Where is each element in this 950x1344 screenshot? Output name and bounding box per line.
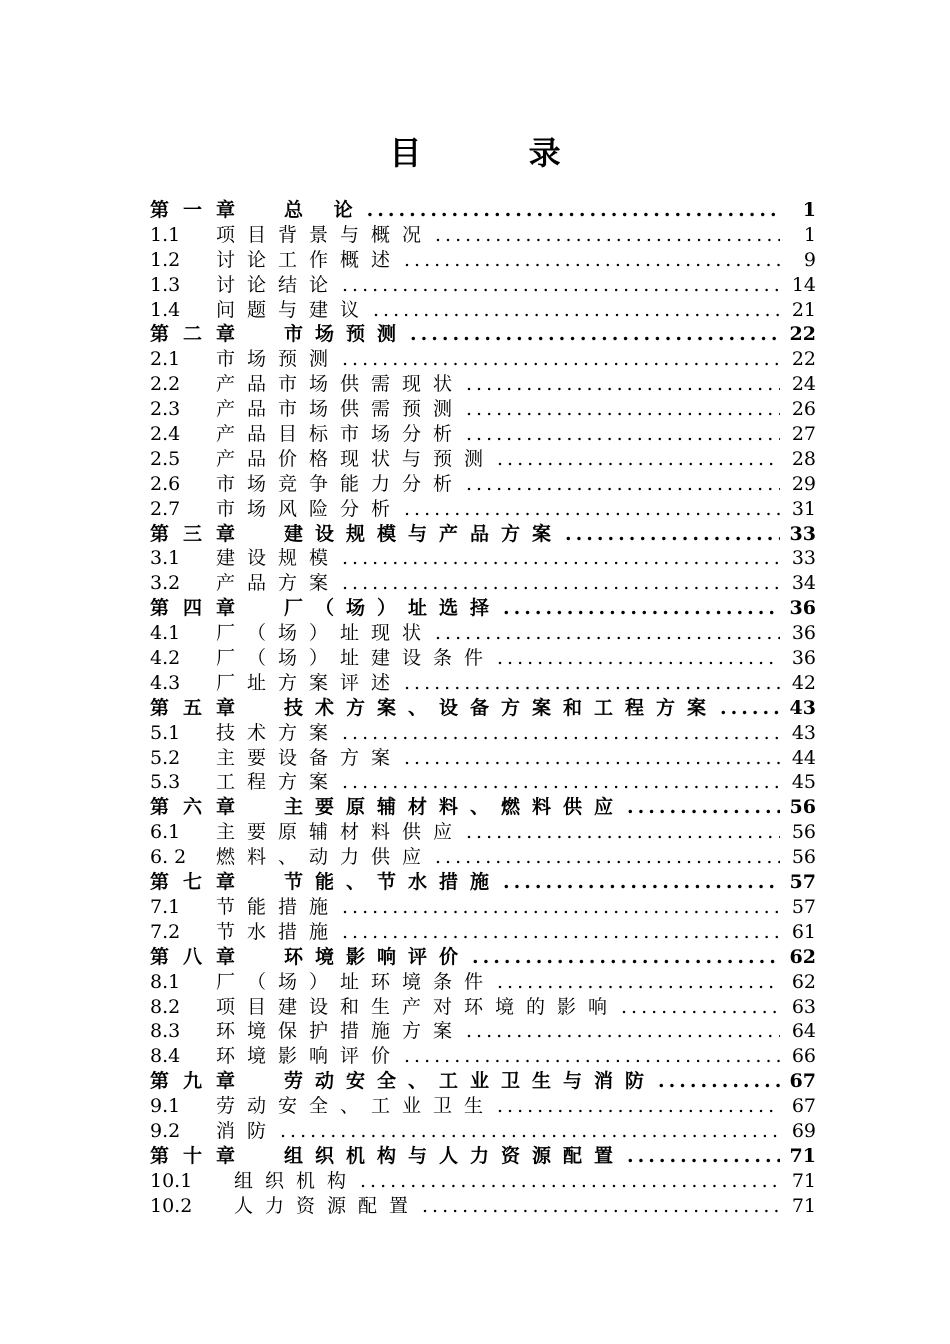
toc-entry-page-number: 26: [791, 398, 816, 421]
toc-entry-title: 总 论: [284, 199, 365, 221]
toc-entry-title: 节能、节水措施: [284, 871, 502, 894]
toc-section-entry[interactable]: [150, 1044, 816, 1069]
toc-entry-number: 2.4: [150, 423, 181, 446]
toc-entry-title: 燃料、动力供应: [216, 846, 434, 869]
toc-entry-page-number: 36: [791, 622, 816, 645]
toc-entry-page-number: 67: [789, 1070, 816, 1093]
toc-entry-number: 4.1: [150, 622, 181, 645]
toc-section-entry[interactable]: [150, 497, 816, 522]
toc-dot-leader: [404, 497, 780, 522]
toc-dot-leader: [466, 422, 780, 447]
toc-section-entry[interactable]: [150, 1194, 816, 1219]
toc-entry-title: 建设规模: [216, 547, 341, 570]
toc-chapter-entry[interactable]: [150, 696, 816, 721]
toc-entry-title: 讨论结论: [216, 273, 341, 296]
toc-entry-number: 3.1: [150, 547, 181, 570]
toc-entry-number: 第八章: [150, 945, 250, 968]
toc-entry-title: 项目建设和生产对环境的影响: [216, 995, 620, 1018]
toc-section-entry[interactable]: [150, 770, 816, 795]
toc-chapter-entry[interactable]: [150, 945, 816, 970]
toc-dot-leader: [404, 671, 780, 696]
toc-entry-page-number: 24: [791, 373, 816, 396]
toc-entry-number: 6. 2: [150, 846, 187, 869]
toc-section-entry[interactable]: [150, 746, 816, 771]
toc-entry-number: 1.2: [150, 248, 181, 271]
toc-dot-leader: [410, 322, 780, 347]
toc-entry-title: 产品目标市场分析: [216, 423, 465, 446]
toc-entry-page-number: 1: [802, 199, 816, 221]
toc-entry-title: 技术方案: [216, 721, 341, 744]
toc-entry-page-number: 42: [791, 671, 816, 694]
toc-dot-leader: [342, 895, 780, 920]
toc-entry-page-number: 56: [791, 821, 816, 844]
toc-dot-leader: [342, 546, 780, 571]
toc-entry-title: 环境影响评价: [284, 945, 471, 968]
toc-entry-number: 9.2: [150, 1119, 181, 1142]
toc-entry-page-number: 29: [791, 472, 816, 495]
toc-dot-leader: [342, 347, 780, 372]
toc-entry-number: 8.3: [150, 1020, 181, 1043]
toc-entry-title: 产品市场供需现状: [216, 373, 465, 396]
toc-dot-leader: [435, 621, 780, 646]
toc-entry-page-number: 57: [789, 871, 816, 894]
toc-entry-title: 主要原辅材料、燃料供应: [284, 796, 626, 819]
toc-entry-page-number: 62: [789, 945, 816, 968]
toc-entry-page-number: 27: [791, 423, 816, 446]
toc-section-entry[interactable]: [150, 1119, 816, 1144]
toc-entry-page-number: 43: [789, 696, 816, 719]
toc-entry-title: 问题与建议: [216, 298, 372, 321]
toc-dot-leader: [360, 1169, 780, 1194]
toc-entry-number: 2.7: [150, 497, 181, 520]
toc-entry-number: 第十章: [150, 1144, 250, 1167]
toc-dot-leader: [466, 397, 780, 422]
toc-section-entry[interactable]: [150, 1019, 816, 1044]
toc-section-entry[interactable]: [150, 223, 816, 248]
toc-entry-page-number: 66: [791, 1045, 816, 1068]
toc-entry-title: 劳动安全、工业卫生: [216, 1095, 496, 1118]
toc-entry-title: 消防: [216, 1119, 279, 1142]
toc-section-entry[interactable]: [150, 347, 816, 372]
toc-entry-number: 第七章: [150, 871, 250, 894]
toc-entry-title: 组织机构: [234, 1169, 359, 1192]
toc-entry-title: 劳动安全、工业卫生与消防: [284, 1070, 657, 1093]
page-title: 目 录: [389, 134, 609, 172]
toc-entry-title: 技术方案、设备方案和工程方案: [284, 696, 719, 719]
toc-entry-number: 8.2: [150, 995, 181, 1018]
toc-entry-page-number: 36: [791, 647, 816, 670]
toc-dot-leader: [466, 820, 780, 845]
toc-entry-title: 环境保护措施方案: [216, 1020, 465, 1043]
toc-entry-number: 第五章: [150, 696, 250, 719]
toc-section-entry[interactable]: [150, 920, 816, 945]
toc-dot-leader: [720, 696, 780, 721]
toc-entry-number: 5.2: [150, 746, 181, 769]
toc-dot-leader: [435, 845, 780, 870]
toc-section-entry[interactable]: [150, 621, 816, 646]
toc-entry-page-number: 21: [791, 298, 816, 321]
toc-entry-number: 第三章: [150, 522, 250, 545]
toc-dot-leader: [658, 1069, 780, 1094]
toc-dot-leader: [342, 571, 780, 596]
toc-dot-leader: [404, 746, 780, 771]
toc-chapter-entry[interactable]: [150, 795, 816, 820]
toc-entry-title: 节水措施: [216, 920, 341, 943]
toc-section-entry[interactable]: [150, 721, 816, 746]
toc-dot-leader: [342, 770, 780, 795]
toc-entry-page-number: 56: [789, 796, 816, 819]
toc-entry-title: 组织机构与人力资源配置: [284, 1144, 626, 1167]
toc-entry-number: 4.2: [150, 647, 181, 670]
toc-entry-title: 市场竞争能力分析: [216, 472, 465, 495]
toc-entry-title: 厂（场）址环境条件: [216, 970, 496, 993]
toc-dot-leader: [466, 372, 780, 397]
toc-section-entry[interactable]: [150, 248, 816, 273]
toc-entry-number: 2.3: [150, 398, 181, 421]
toc-entry-number: 2.5: [150, 447, 181, 470]
toc-dot-leader: [280, 1119, 780, 1144]
toc-entry-page-number: 61: [791, 920, 816, 943]
toc-entry-page-number: 9: [803, 248, 816, 271]
toc-section-entry[interactable]: [150, 546, 816, 571]
toc-entry-page-number: 57: [791, 895, 816, 918]
toc-section-entry[interactable]: [150, 1169, 816, 1194]
toc-section-entry[interactable]: [150, 970, 816, 995]
toc-entry-page-number: 31: [791, 497, 816, 520]
toc-dot-leader: [503, 870, 780, 895]
toc-entry-number: 5.1: [150, 721, 181, 744]
toc-dot-leader: [466, 1019, 780, 1044]
toc-entry-title: 产品方案: [216, 572, 341, 595]
toc-entry-page-number: 67: [791, 1095, 816, 1118]
toc-entry-page-number: 28: [791, 447, 816, 470]
toc-entry-title: 节能措施: [216, 895, 341, 918]
toc-section-entry[interactable]: [150, 422, 816, 447]
toc-section-entry[interactable]: [150, 646, 816, 671]
toc-dot-leader: [373, 298, 780, 323]
toc-entry-number: 7.1: [150, 895, 181, 918]
toc-section-entry[interactable]: [150, 372, 816, 397]
toc-dot-leader: [367, 198, 780, 223]
toc-section-entry[interactable]: [150, 671, 816, 696]
toc-dot-leader: [435, 223, 780, 248]
toc-entry-number: 第四章: [150, 597, 250, 620]
toc-chapter-entry[interactable]: [150, 198, 816, 223]
toc-dot-leader: [503, 596, 780, 621]
toc-entry-number: 第二章: [150, 323, 250, 346]
toc-entry-number: 8.4: [150, 1045, 181, 1068]
toc-entry-title: 人力资源配置: [234, 1194, 421, 1217]
toc-entry-title: 项目背景与概况: [216, 223, 434, 246]
toc-entry-page-number: 34: [791, 572, 816, 595]
toc-entry-number: 1.4: [150, 298, 181, 321]
toc-dot-leader: [404, 248, 780, 273]
toc-entry-title: 产品市场供需预测: [216, 398, 465, 421]
toc-section-entry[interactable]: [150, 995, 816, 1020]
toc-entry-page-number: 22: [791, 348, 816, 371]
toc-section-entry[interactable]: [150, 447, 816, 472]
toc-entry-number: 1.1: [150, 223, 181, 246]
toc-entry-number: 4.3: [150, 671, 181, 694]
toc-entry-title: 厂址方案评述: [216, 671, 403, 694]
toc-section-entry[interactable]: [150, 845, 816, 870]
toc-entry-title: 市场预测: [216, 348, 341, 371]
toc-entry-page-number: 64: [791, 1020, 816, 1043]
toc-chapter-entry[interactable]: [150, 522, 816, 547]
toc-entry-page-number: 1: [803, 223, 816, 246]
toc-dot-leader: [342, 920, 780, 945]
toc-entry-title: 主要原辅材料供应: [216, 821, 465, 844]
toc-entry-title: 工程方案: [216, 771, 341, 794]
toc-section-entry[interactable]: [150, 820, 816, 845]
toc-section-entry[interactable]: [150, 273, 816, 298]
toc-entry-page-number: 33: [789, 522, 816, 545]
toc-entry-title: 厂（场）址现状: [216, 622, 434, 645]
toc-entry-number: 5.3: [150, 771, 181, 794]
toc-entry-page-number: 69: [791, 1119, 816, 1142]
toc-entry-page-number: 22: [789, 323, 816, 346]
toc-dot-leader: [342, 721, 780, 746]
toc-entry-number: 6.1: [150, 821, 181, 844]
toc-section-entry[interactable]: [150, 397, 816, 422]
toc-section-entry[interactable]: [150, 1094, 816, 1119]
toc-dot-leader: [565, 522, 780, 547]
toc-entry-title: 产品价格现状与预测: [216, 447, 496, 470]
table-of-contents: [150, 198, 816, 1219]
toc-dot-leader: [422, 1194, 780, 1219]
toc-chapter-entry[interactable]: [150, 1144, 816, 1169]
toc-section-entry[interactable]: [150, 895, 816, 920]
toc-dot-leader: [621, 995, 780, 1020]
toc-entry-title: 市场风险分析: [216, 497, 403, 520]
toc-entry-number: 1.3: [150, 273, 181, 296]
toc-entry-page-number: 71: [789, 1144, 816, 1167]
toc-chapter-entry[interactable]: [150, 1069, 816, 1094]
toc-chapter-entry[interactable]: [150, 870, 816, 895]
toc-dot-leader: [342, 273, 780, 298]
toc-entry-page-number: 43: [791, 721, 816, 744]
toc-dot-leader: [466, 472, 780, 497]
toc-entry-title: 市场预测: [284, 323, 409, 346]
toc-entry-number: 2.2: [150, 373, 181, 396]
toc-entry-number: 7.2: [150, 920, 181, 943]
toc-dot-leader: [627, 1144, 780, 1169]
toc-entry-title: 厂（场）址选择: [284, 597, 502, 620]
toc-entry-number: 2.6: [150, 472, 181, 495]
toc-entry-number: 第一章: [150, 199, 250, 221]
toc-dot-leader: [472, 945, 780, 970]
toc-entry-page-number: 71: [791, 1169, 816, 1192]
toc-entry-page-number: 14: [791, 273, 816, 296]
toc-section-entry[interactable]: [150, 571, 816, 596]
toc-entry-page-number: 56: [791, 846, 816, 869]
toc-entry-page-number: 71: [791, 1194, 816, 1217]
toc-entry-title: 建设规模与产品方案: [284, 522, 564, 545]
toc-entry-number: 8.1: [150, 970, 181, 993]
toc-entry-page-number: 62: [791, 970, 816, 993]
toc-entry-number: 10.1: [150, 1169, 193, 1192]
toc-entry-number: 9.1: [150, 1095, 181, 1118]
toc-entry-page-number: 36: [789, 597, 816, 620]
toc-dot-leader: [497, 1094, 780, 1119]
toc-entry-number: 3.2: [150, 572, 181, 595]
toc-entry-number: 10.2: [150, 1194, 193, 1217]
toc-dot-leader: [627, 795, 780, 820]
toc-section-entry[interactable]: [150, 298, 816, 323]
toc-section-entry[interactable]: [150, 472, 816, 497]
toc-dot-leader: [404, 1044, 780, 1069]
toc-entry-title: 厂（场）址建设条件: [216, 647, 496, 670]
toc-entry-title: 讨论工作概述: [216, 248, 403, 271]
toc-dot-leader: [497, 646, 780, 671]
toc-entry-page-number: 63: [791, 995, 816, 1018]
toc-entry-page-number: 33: [791, 547, 816, 570]
toc-entry-number: 第九章: [150, 1070, 250, 1093]
toc-entry-title: 主要设备方案: [216, 746, 403, 769]
toc-entry-number: 2.1: [150, 348, 181, 371]
toc-entry-page-number: 45: [791, 771, 816, 794]
toc-entry-title: 环境影响评价: [216, 1045, 403, 1068]
toc-dot-leader: [497, 970, 780, 995]
toc-entry-page-number: 44: [791, 746, 816, 769]
toc-chapter-entry[interactable]: [150, 596, 816, 621]
toc-chapter-entry[interactable]: [150, 322, 816, 347]
toc-entry-number: 第六章: [150, 796, 250, 819]
toc-dot-leader: [497, 447, 780, 472]
